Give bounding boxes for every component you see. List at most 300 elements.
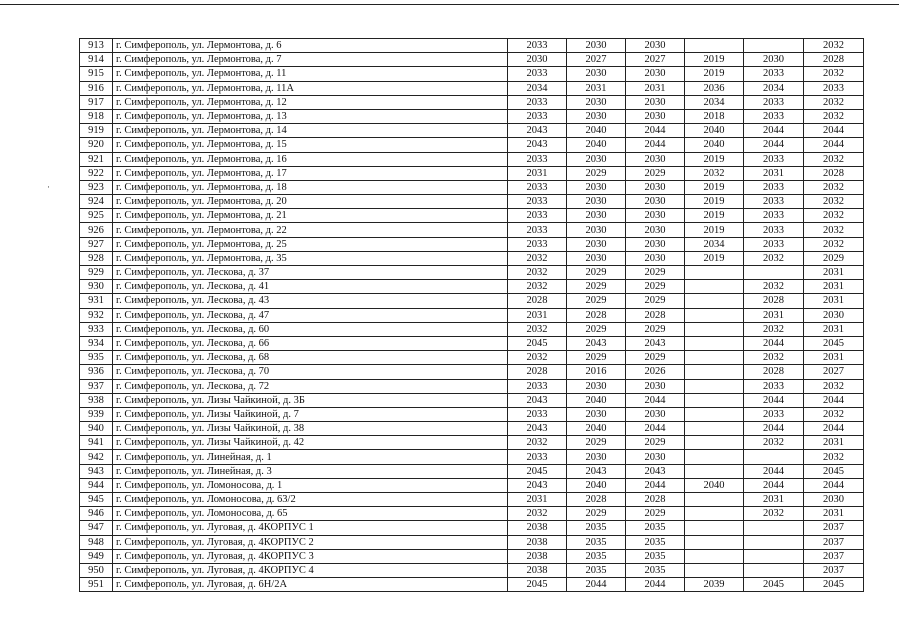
year-col-4 (685, 450, 744, 464)
year-col-1: 2038 (508, 521, 567, 535)
table-row (80, 266, 864, 280)
year-col-4 (685, 294, 744, 308)
year-col-4: 2019 (685, 223, 744, 237)
address-cell: г. Симферополь, ул. Ломоносова, д. 1 (113, 478, 508, 492)
address-cell: г. Симферополь, ул. Луговая, д. 4КОРПУС 1 (113, 521, 508, 535)
table-row (80, 535, 864, 549)
year-col-2: 2029 (567, 280, 626, 294)
year-col-5: 2028 (744, 294, 804, 308)
year-col-4: 2019 (685, 67, 744, 81)
year-col-5: 2045 (744, 578, 804, 592)
year-col-6: 2045 (804, 464, 864, 478)
page-top-border (0, 4, 899, 5)
table-row (80, 563, 864, 577)
address-cell: г. Симферополь, ул. Лермонтова, д. 20 (113, 195, 508, 209)
year-col-4: 2019 (685, 53, 744, 67)
row-number: 916 (80, 81, 113, 95)
year-col-2: 2040 (567, 422, 626, 436)
table-row (80, 322, 864, 336)
address-cell: г. Симферополь, ул. Ломоносова, д. 63/2 (113, 493, 508, 507)
year-col-3: 2030 (626, 180, 685, 194)
address-cell: г. Симферополь, ул. Лермонтова, д. 12 (113, 95, 508, 109)
year-col-6: 2029 (804, 251, 864, 265)
row-number: 917 (80, 95, 113, 109)
address-cell: г. Симферополь, ул. Луговая, д. 4КОРПУС 4 (113, 563, 508, 577)
year-col-4 (685, 280, 744, 294)
table-row (80, 308, 864, 322)
year-col-4 (685, 393, 744, 407)
table-row (80, 223, 864, 237)
year-col-6: 2030 (804, 493, 864, 507)
year-col-2: 2030 (567, 67, 626, 81)
year-col-6: 2032 (804, 450, 864, 464)
year-col-4 (685, 39, 744, 53)
year-col-5: 2033 (744, 95, 804, 109)
year-col-5: 2033 (744, 237, 804, 251)
year-col-6: 2031 (804, 351, 864, 365)
year-col-6: 2031 (804, 280, 864, 294)
year-col-3: 2044 (626, 393, 685, 407)
address-cell: г. Симферополь, ул. Лермонтова, д. 16 (113, 152, 508, 166)
year-col-4: 2039 (685, 578, 744, 592)
year-col-5: 2044 (744, 422, 804, 436)
row-number: 923 (80, 180, 113, 194)
address-cell: г. Симферополь, ул. Луговая, д. 6Н/2А (113, 578, 508, 592)
table-row (80, 124, 864, 138)
year-col-5: 2033 (744, 109, 804, 123)
row-number: 920 (80, 138, 113, 152)
year-col-5: 2033 (744, 180, 804, 194)
year-col-1: 2032 (508, 280, 567, 294)
year-col-5: 2033 (744, 152, 804, 166)
year-col-1: 2043 (508, 478, 567, 492)
address-cell: г. Симферополь, ул. Лескова, д. 68 (113, 351, 508, 365)
year-col-6: 2032 (804, 95, 864, 109)
year-col-6: 2032 (804, 195, 864, 209)
year-col-6: 2037 (804, 535, 864, 549)
table-row (80, 251, 864, 265)
year-col-4 (685, 308, 744, 322)
year-col-5: 2044 (744, 393, 804, 407)
year-col-3: 2028 (626, 493, 685, 507)
year-col-4 (685, 521, 744, 535)
year-col-2: 2030 (567, 109, 626, 123)
address-cell: г. Симферополь, ул. Лизы Чайкиной, д. 38 (113, 422, 508, 436)
year-col-2: 2035 (567, 521, 626, 535)
year-col-5: 2034 (744, 81, 804, 95)
year-col-2: 2040 (567, 478, 626, 492)
year-col-2: 2044 (567, 578, 626, 592)
year-col-2: 2030 (567, 95, 626, 109)
year-col-2: 2029 (567, 322, 626, 336)
year-col-3: 2044 (626, 124, 685, 138)
year-col-1: 2030 (508, 53, 567, 67)
year-col-6: 2032 (804, 109, 864, 123)
table-row (80, 209, 864, 223)
address-cell: г. Симферополь, ул. Линейная, д. 3 (113, 464, 508, 478)
year-col-6: 2037 (804, 563, 864, 577)
address-cell: г. Симферополь, ул. Лермонтова, д. 7 (113, 53, 508, 67)
address-cell: г. Симферополь, ул. Лермонтова, д. 14 (113, 124, 508, 138)
year-col-1: 2032 (508, 322, 567, 336)
year-col-3: 2029 (626, 294, 685, 308)
year-col-1: 2033 (508, 450, 567, 464)
table-row (80, 393, 864, 407)
year-col-5: 2044 (744, 464, 804, 478)
row-number: 938 (80, 393, 113, 407)
year-col-1: 2028 (508, 294, 567, 308)
year-col-1: 2033 (508, 407, 567, 421)
year-col-6: 2032 (804, 67, 864, 81)
year-col-1: 2033 (508, 39, 567, 53)
table-row (80, 578, 864, 592)
year-col-1: 2031 (508, 493, 567, 507)
year-col-5: 2032 (744, 251, 804, 265)
year-col-1: 2034 (508, 81, 567, 95)
year-col-2: 2030 (567, 379, 626, 393)
year-col-1: 2038 (508, 549, 567, 563)
address-cell: г. Симферополь, ул. Лермонтова, д. 25 (113, 237, 508, 251)
address-cell: г. Симферополь, ул. Лермонтова, д. 13 (113, 109, 508, 123)
row-number: 944 (80, 478, 113, 492)
year-col-4 (685, 266, 744, 280)
year-col-2: 2030 (567, 180, 626, 194)
year-col-1: 2032 (508, 351, 567, 365)
year-col-5: 2032 (744, 436, 804, 450)
year-col-1: 2032 (508, 507, 567, 521)
row-number: 936 (80, 365, 113, 379)
table-row (80, 507, 864, 521)
row-number: 922 (80, 166, 113, 180)
year-col-4 (685, 379, 744, 393)
year-col-6: 2027 (804, 365, 864, 379)
address-cell: г. Симферополь, ул. Лермонтова, д. 15 (113, 138, 508, 152)
table-row (80, 237, 864, 251)
year-col-3: 2044 (626, 578, 685, 592)
year-col-4 (685, 322, 744, 336)
year-col-2: 2028 (567, 493, 626, 507)
year-col-1: 2045 (508, 578, 567, 592)
year-col-3: 2030 (626, 237, 685, 251)
year-col-1: 2033 (508, 152, 567, 166)
year-col-4 (685, 336, 744, 350)
year-col-6: 2033 (804, 81, 864, 95)
year-col-1: 2043 (508, 422, 567, 436)
year-col-3: 2029 (626, 266, 685, 280)
year-col-2: 2027 (567, 53, 626, 67)
address-cell: г. Симферополь, ул. Луговая, д. 4КОРПУС 2 (113, 535, 508, 549)
year-col-5 (744, 521, 804, 535)
table-row (80, 464, 864, 478)
year-col-1: 2032 (508, 251, 567, 265)
address-cell: г. Симферополь, ул. Лескова, д. 37 (113, 266, 508, 280)
year-col-2: 2030 (567, 251, 626, 265)
year-col-5 (744, 450, 804, 464)
address-cell: г. Симферополь, ул. Лермонтова, д. 22 (113, 223, 508, 237)
year-col-4: 2019 (685, 152, 744, 166)
table-row (80, 407, 864, 421)
table-row (80, 138, 864, 152)
year-col-3: 2029 (626, 280, 685, 294)
year-col-3: 2030 (626, 67, 685, 81)
year-col-5: 2031 (744, 308, 804, 322)
year-col-2: 2030 (567, 237, 626, 251)
table-row (80, 81, 864, 95)
year-col-6: 2044 (804, 478, 864, 492)
address-cell: г. Симферополь, ул. Лизы Чайкиной, д. 7 (113, 407, 508, 421)
scan-speck: · (47, 182, 50, 192)
year-col-5: 2033 (744, 195, 804, 209)
row-number: 928 (80, 251, 113, 265)
table-row (80, 478, 864, 492)
year-col-1: 2033 (508, 223, 567, 237)
year-col-5: 2028 (744, 365, 804, 379)
year-col-6: 2044 (804, 124, 864, 138)
year-col-6: 2045 (804, 336, 864, 350)
year-col-3: 2044 (626, 138, 685, 152)
year-col-3: 2030 (626, 379, 685, 393)
year-col-3: 2030 (626, 39, 685, 53)
year-col-4: 2040 (685, 124, 744, 138)
year-col-3: 2031 (626, 81, 685, 95)
row-number: 948 (80, 535, 113, 549)
table-row (80, 152, 864, 166)
year-col-1: 2031 (508, 308, 567, 322)
table-row (80, 521, 864, 535)
year-col-6: 2032 (804, 407, 864, 421)
year-col-6: 2031 (804, 266, 864, 280)
year-col-2: 2028 (567, 308, 626, 322)
year-col-1: 2033 (508, 379, 567, 393)
year-col-3: 2030 (626, 109, 685, 123)
table-row (80, 95, 864, 109)
year-col-3: 2030 (626, 195, 685, 209)
row-number: 945 (80, 493, 113, 507)
year-col-4 (685, 507, 744, 521)
year-col-2: 2030 (567, 209, 626, 223)
year-col-2: 2030 (567, 195, 626, 209)
year-col-3: 2030 (626, 407, 685, 421)
year-col-6: 2037 (804, 549, 864, 563)
year-col-6: 2032 (804, 152, 864, 166)
year-col-1: 2033 (508, 95, 567, 109)
year-col-5: 2033 (744, 379, 804, 393)
year-col-3: 2030 (626, 251, 685, 265)
year-col-2: 2029 (567, 507, 626, 521)
year-col-6: 2031 (804, 507, 864, 521)
year-col-6: 2028 (804, 53, 864, 67)
year-col-4 (685, 422, 744, 436)
address-cell: г. Симферополь, ул. Лизы Чайкиной, д. 42 (113, 436, 508, 450)
year-col-6: 2032 (804, 223, 864, 237)
address-cell: г. Симферополь, ул. Лескова, д. 43 (113, 294, 508, 308)
table-row (80, 280, 864, 294)
year-col-5 (744, 39, 804, 53)
year-col-3: 2043 (626, 336, 685, 350)
row-number: 933 (80, 322, 113, 336)
year-col-4: 2018 (685, 109, 744, 123)
year-col-3: 2044 (626, 478, 685, 492)
year-col-6: 2032 (804, 209, 864, 223)
row-number: 926 (80, 223, 113, 237)
year-col-2: 2030 (567, 152, 626, 166)
year-col-2: 2030 (567, 39, 626, 53)
housing-register-table (79, 38, 864, 592)
year-col-4 (685, 351, 744, 365)
year-col-2: 2030 (567, 407, 626, 421)
year-col-4 (685, 464, 744, 478)
year-col-3: 2028 (626, 308, 685, 322)
address-cell: г. Симферополь, ул. Лескова, д. 60 (113, 322, 508, 336)
year-col-6: 2032 (804, 180, 864, 194)
row-number: 946 (80, 507, 113, 521)
row-number: 941 (80, 436, 113, 450)
table-row (80, 422, 864, 436)
table-row (80, 166, 864, 180)
year-col-4 (685, 407, 744, 421)
year-col-3: 2030 (626, 223, 685, 237)
year-col-2: 2031 (567, 81, 626, 95)
year-col-1: 2032 (508, 436, 567, 450)
year-col-5: 2032 (744, 322, 804, 336)
year-col-2: 2035 (567, 549, 626, 563)
row-number: 929 (80, 266, 113, 280)
year-col-5: 2033 (744, 223, 804, 237)
address-cell: г. Симферополь, ул. Лескова, д. 47 (113, 308, 508, 322)
year-col-4: 2019 (685, 195, 744, 209)
year-col-1: 2032 (508, 266, 567, 280)
year-col-4 (685, 493, 744, 507)
year-col-6: 2032 (804, 379, 864, 393)
year-col-2: 2029 (567, 266, 626, 280)
year-col-1: 2033 (508, 67, 567, 81)
address-cell: г. Симферополь, ул. Лермонтова, д. 6 (113, 39, 508, 53)
year-col-6: 2044 (804, 393, 864, 407)
table-row (80, 67, 864, 81)
year-col-1: 2043 (508, 124, 567, 138)
year-col-2: 2030 (567, 223, 626, 237)
year-col-1: 2028 (508, 365, 567, 379)
row-number: 925 (80, 209, 113, 223)
year-col-5 (744, 535, 804, 549)
address-cell: г. Симферополь, ул. Лермонтова, д. 17 (113, 166, 508, 180)
year-col-5: 2044 (744, 336, 804, 350)
year-col-3: 2029 (626, 436, 685, 450)
year-col-4 (685, 365, 744, 379)
year-col-2: 2040 (567, 124, 626, 138)
year-col-3: 2030 (626, 209, 685, 223)
year-col-5: 2044 (744, 138, 804, 152)
year-col-4: 2040 (685, 478, 744, 492)
year-col-2: 2029 (567, 294, 626, 308)
year-col-6: 2031 (804, 294, 864, 308)
table-body (80, 39, 864, 592)
year-col-4: 2034 (685, 95, 744, 109)
year-col-1: 2043 (508, 138, 567, 152)
year-col-6: 2028 (804, 166, 864, 180)
year-col-4: 2034 (685, 237, 744, 251)
row-number: 935 (80, 351, 113, 365)
year-col-2: 2030 (567, 450, 626, 464)
year-col-2: 2040 (567, 138, 626, 152)
table-row (80, 109, 864, 123)
address-cell: г. Симферополь, ул. Лескова, д. 66 (113, 336, 508, 350)
year-col-4: 2040 (685, 138, 744, 152)
row-number: 921 (80, 152, 113, 166)
year-col-2: 2029 (567, 436, 626, 450)
address-cell: г. Симферополь, ул. Ломоносова, д. 65 (113, 507, 508, 521)
year-col-2: 2029 (567, 351, 626, 365)
row-number: 932 (80, 308, 113, 322)
year-col-2: 2016 (567, 365, 626, 379)
address-cell: г. Симферополь, ул. Лескова, д. 72 (113, 379, 508, 393)
address-cell: г. Симферополь, ул. Лизы Чайкиной, д. 3Б (113, 393, 508, 407)
year-col-4: 2019 (685, 209, 744, 223)
year-col-5: 2032 (744, 507, 804, 521)
year-col-4: 2036 (685, 81, 744, 95)
year-col-3: 2035 (626, 563, 685, 577)
year-col-3: 2030 (626, 450, 685, 464)
year-col-1: 2033 (508, 237, 567, 251)
table-row (80, 180, 864, 194)
year-col-1: 2033 (508, 109, 567, 123)
year-col-5 (744, 266, 804, 280)
year-col-2: 2035 (567, 535, 626, 549)
year-col-3: 2030 (626, 95, 685, 109)
year-col-3: 2029 (626, 507, 685, 521)
year-col-5: 2030 (744, 53, 804, 67)
address-cell: г. Симферополь, ул. Лермонтова, д. 11 (113, 67, 508, 81)
year-col-1: 2031 (508, 166, 567, 180)
year-col-6: 2037 (804, 521, 864, 535)
year-col-5: 2033 (744, 209, 804, 223)
year-col-2: 2029 (567, 166, 626, 180)
table-row (80, 294, 864, 308)
address-cell: г. Симферополь, ул. Луговая, д. 4КОРПУС 3 (113, 549, 508, 563)
year-col-1: 2045 (508, 336, 567, 350)
year-col-2: 2040 (567, 393, 626, 407)
year-col-5: 2044 (744, 124, 804, 138)
row-number: 919 (80, 124, 113, 138)
year-col-3: 2044 (626, 422, 685, 436)
year-col-1: 2045 (508, 464, 567, 478)
year-col-1: 2033 (508, 209, 567, 223)
row-number: 915 (80, 67, 113, 81)
table-row (80, 436, 864, 450)
table-row (80, 39, 864, 53)
year-col-3: 2029 (626, 351, 685, 365)
year-col-3: 2029 (626, 166, 685, 180)
year-col-3: 2029 (626, 322, 685, 336)
row-number: 931 (80, 294, 113, 308)
row-number: 930 (80, 280, 113, 294)
year-col-2: 2043 (567, 336, 626, 350)
year-col-6: 2030 (804, 308, 864, 322)
year-col-3: 2043 (626, 464, 685, 478)
year-col-4 (685, 563, 744, 577)
year-col-6: 2044 (804, 138, 864, 152)
row-number: 942 (80, 450, 113, 464)
year-col-6: 2032 (804, 39, 864, 53)
year-col-2: 2035 (567, 563, 626, 577)
row-number: 949 (80, 549, 113, 563)
year-col-3: 2035 (626, 535, 685, 549)
year-col-1: 2033 (508, 195, 567, 209)
address-cell: г. Симферополь, ул. Лермонтова, д. 11А (113, 81, 508, 95)
row-number: 914 (80, 53, 113, 67)
year-col-6: 2044 (804, 422, 864, 436)
year-col-4 (685, 549, 744, 563)
